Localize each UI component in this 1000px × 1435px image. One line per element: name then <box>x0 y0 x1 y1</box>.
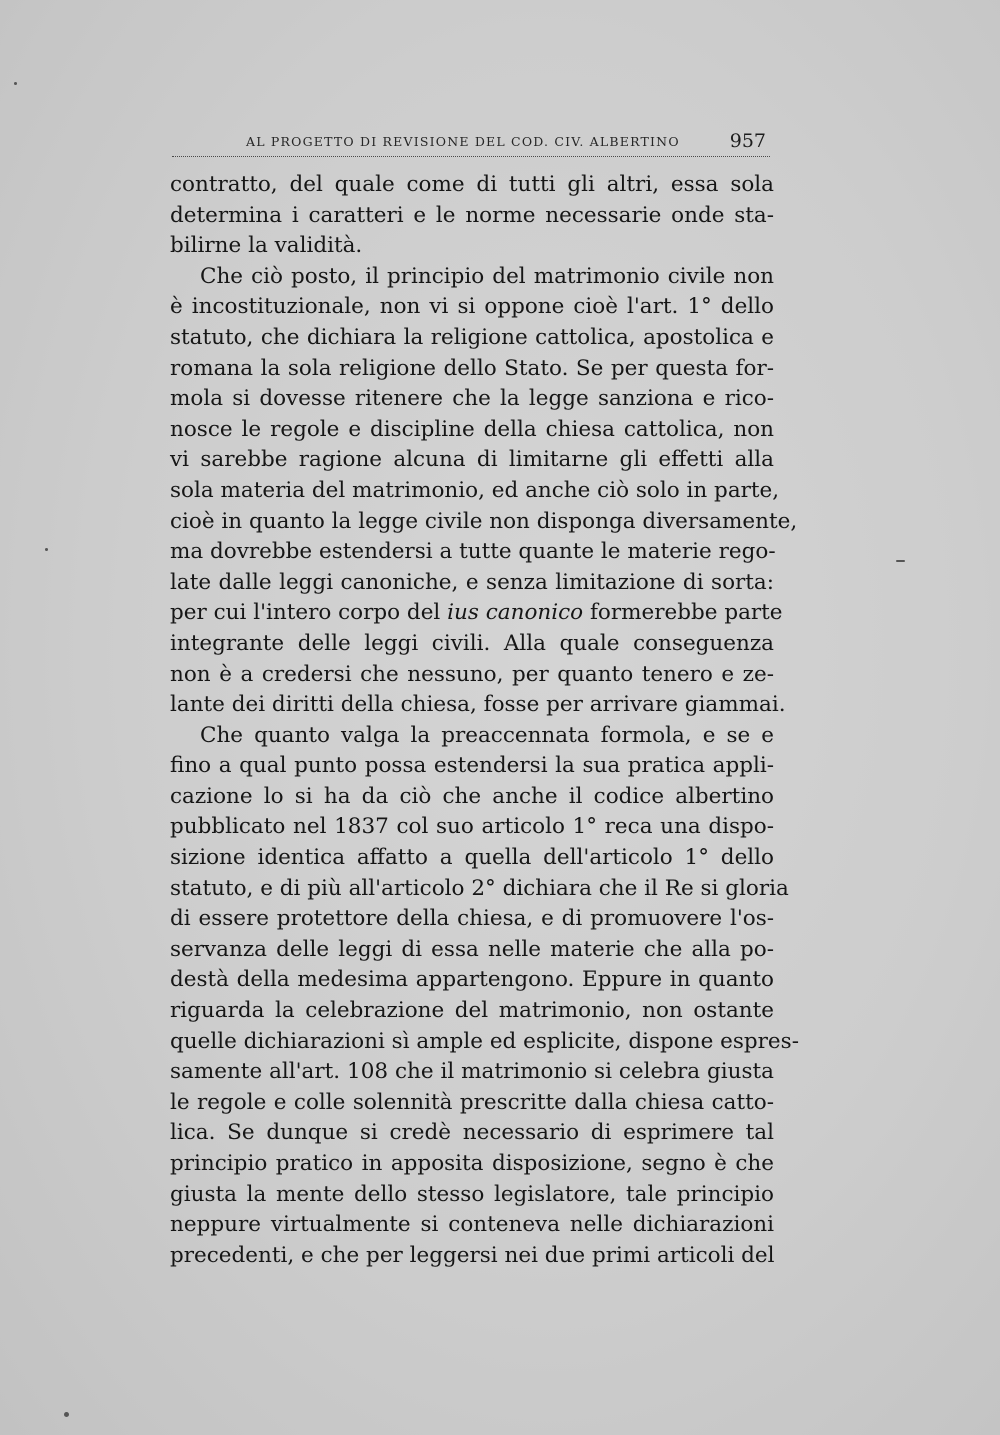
text-line: contratto, del quale come di tutti gli altri, essa sola <box>170 172 774 197</box>
text-line: lante dei diritti della chiesa, fosse per arrivare giammai. <box>170 692 786 718</box>
text-segment: per cui l'intero corpo del <box>170 600 441 626</box>
body-text <box>170 170 799 1271</box>
text-line: precedenti, e che per leggersi nei due primi articoli del <box>170 1242 775 1268</box>
text-segment: formerebbe parte <box>589 600 783 626</box>
page-number: 957 <box>729 130 766 152</box>
text-line: ma dovrebbe estendersi a tutte quante le materie rego- <box>170 539 776 565</box>
text-line: mola si dovesse ritenere che la legge sanziona e rico- <box>170 386 774 412</box>
text-line-with-italic <box>170 598 783 629</box>
running-head <box>172 128 770 154</box>
text-line: cioè in quanto la legge civile non disponga diversamente, <box>170 508 798 534</box>
text-line: pubblicato nel 1837 col suo articolo 1° reca una dispo- <box>170 814 774 840</box>
text-line: integrante delle leggi civili. Alla quale conseguenza <box>170 630 774 656</box>
text-line: non è a credersi che nessuno, per quanto tenero e ze- <box>170 661 774 687</box>
text-line: romana la sola religione dello Stato. Se per questa for- <box>170 355 774 381</box>
text-line: destà della medesima appartengono. Eppure in quanto <box>170 967 774 993</box>
running-title: AL PROGETTO DI REVISIONE DEL COD. CIV. ALBERTINO <box>246 134 680 149</box>
italic-term: ius canonico <box>447 600 584 626</box>
text-line: statuto, che dichiara la religione cattolica, apostolica e <box>170 324 774 350</box>
text-line: late dalle leggi canoniche, e senza limitazione di sorta: <box>170 569 774 595</box>
text-line: samente all'art. 108 che il matrimonio si celebra giusta <box>170 1059 774 1085</box>
text-line: principio pratico in apposita disposizione, segno è che <box>170 1151 774 1176</box>
text-line: lica. Se dunque si credè necessario di esprimere tal <box>170 1120 774 1146</box>
text-line: di essere protettore della chiesa, e di promuovere l'os- <box>170 906 774 932</box>
text-line: bilirne la validità. <box>170 233 363 259</box>
text-line: statuto, e di più all'articolo 2° dichiara che il Re si gloria <box>170 875 789 901</box>
text-line: giusta la mente dello stesso legislatore, tale principio <box>170 1181 774 1207</box>
text-line: cazione lo si ha da ciò che anche il codice albertino <box>170 783 774 809</box>
text-line: riguarda la celebrazione del matrimonio, non ostante <box>170 998 774 1024</box>
paper-speck <box>14 82 17 85</box>
text-line: Che ciò posto, il principio del matrimonio civile non <box>200 263 774 289</box>
text-line: fino a qual punto possa estendersi la sua pratica appli- <box>170 753 774 779</box>
text-line: sizione identica affatto a quella dell'articolo 1° dello <box>170 845 774 871</box>
text-line: nosce le regole e discipline della chiesa cattolica, non <box>170 416 774 442</box>
paper-speck <box>64 1412 69 1417</box>
text-line: vi sarebbe ragione alcuna di limitarne gli effetti alla <box>170 447 774 473</box>
text-line: sola materia del matrimonio, ed anche ciò solo in parte, <box>170 477 780 503</box>
paper-speck <box>45 548 48 551</box>
paper-speck <box>896 560 905 562</box>
text-line: Che quanto valga la preaccennata formola, e se e <box>200 722 774 748</box>
text-line: servanza delle leggi di essa nelle materie che alla po- <box>170 936 774 962</box>
text-line: è incostituzionale, non vi si oppone cioè l'art. 1° dello <box>170 294 774 320</box>
header-rule <box>172 156 770 157</box>
text-line: neppure virtualmente si conteneva nelle dichiarazioni <box>170 1212 774 1238</box>
text-line: quelle dichiarazioni sì ample ed esplicite, dispone espres- <box>170 1028 799 1054</box>
text-line: le regole e colle solennità prescritte dalla chiesa catto- <box>170 1089 774 1115</box>
text-line: determina i caratteri e le norme necessarie onde sta- <box>170 202 774 228</box>
